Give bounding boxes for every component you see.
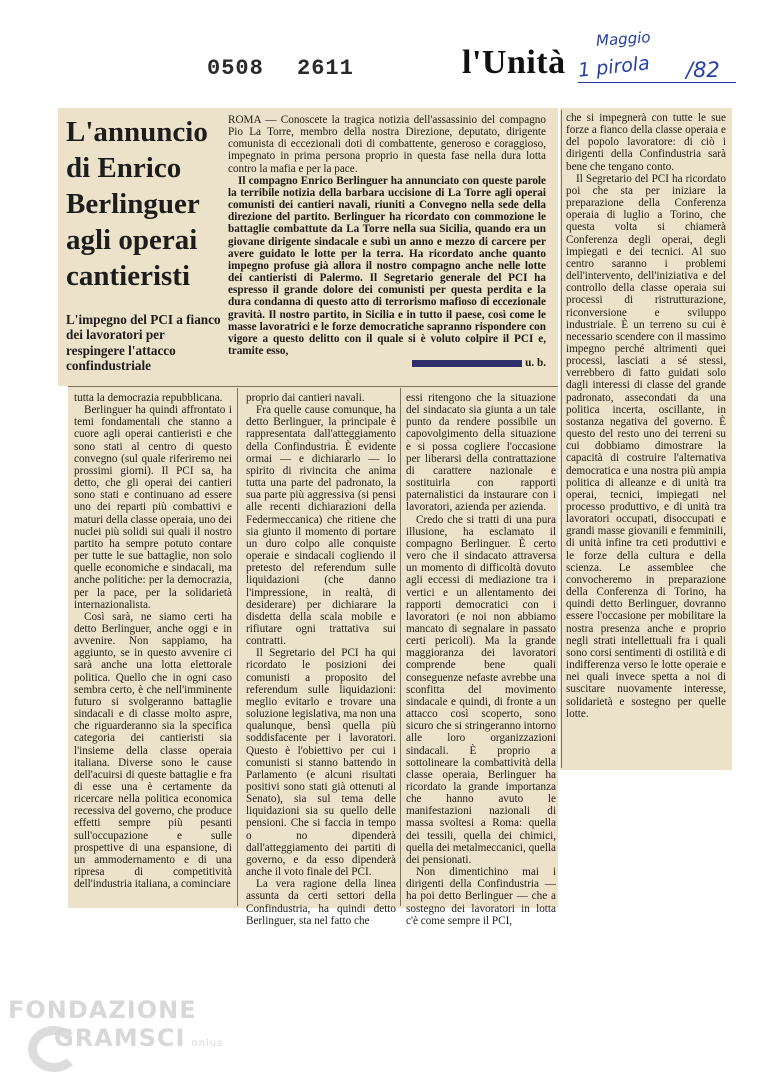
intro-paragraph: Il compagno Enrico Berlinguer ha annunciato con queste parole la terribile notizia della barbara uccisione di La Torre agli operai comunisti dei cantieri navali, riuniti a Convegno nella sede della direzione del partito. Berlinguer ha ricordato con commozione le battaglie combattute da La Torre nella sua Sicilia, quando era un giovane dirigente sindacale e subì un anno e mezzo di carcere per avere guidato le lotte per la terra. Ha ricordato anche quanto impegno profuse già allora il nostro compagno anche nelle lotte dei cantieristi di Palermo. Il Segretario generale del PCI ha espresso il grande dolore dei comunisti per questa perdita e la dura condanna di questo atto di terrorismo mafioso di eccezionale gravità. Il nostro partito, in Sicilia e in tutto il paese, così come le masse lavoratrici e le forze democratiche sapranno rispondere con vigore a questo delitto con il quale si è voluto colpire il PCI e, tramite esso, (228, 174, 546, 357)
column-paragraph: La vera ragione della linea assunta da certi settori della Confindustria, ha quindi detto Berlinguer, sta nel fatto che (246, 878, 396, 927)
column-rule (237, 388, 238, 906)
column-paragraph: Il Segretario del PCI ha qui ricordato le posizioni dei comunisti a proposito del referendum sulle liquidazioni: meglio evitarlo e trovare una soluzione legislativa, ma non una qualunque, bensì quella più soddisfacente per i lavoratori. Questo è l'obiettivo per cui i comunisti si stanno battendo in Parlamento (e alcuni risultati positivi sono stati già ottenuti al Senato), sia sul tema delle liquidazioni sia su quello delle pensioni. Che si faccia in tempo o no dipenderà dall'atteggiamento dei partiti di governo, e da esso dipenderà anche il voto finale del PCI. (246, 647, 396, 879)
signature-line (228, 357, 546, 369)
column-rule (400, 388, 401, 906)
handwritten-year: /82 (686, 58, 720, 82)
author-signature: u. b. (525, 357, 546, 370)
handwritten-day: 1 pirola (577, 52, 651, 82)
archive-number-right: 2611 (297, 56, 354, 81)
article-column-3 (406, 392, 556, 927)
column-paragraph: proprio dai cantieri navali. (246, 392, 365, 404)
column-paragraph: che si impegnerà con tutte le sue forze a fianco della classe operaia e del popolo lavoratore: di ciò i dirigenti della Confindustria sarà bene che tengano conto. (566, 112, 726, 173)
column-rule (561, 110, 562, 768)
column-paragraph: Non dimentichino mai i dirigenti della Confindustria — ha poi detto Berlinguer — che a sostegno dei lavoratori in lotta c'è come sempre il PCI, (406, 866, 556, 927)
handwritten-month: Maggio (595, 28, 652, 50)
column-paragraph: tutta la democrazia repubblicana. (74, 392, 223, 404)
article-intro (228, 114, 546, 386)
watermark-line: FONDAZIONE (8, 996, 197, 1024)
column-paragraph: Berlinguer ha quindi affrontato i temi fondamentali che stanno a cuore agli operai cantieristi e che sono stati al centro di questo convegno (sul quale riferiremo nei prossimi giorni). Il PCI sa, ha detto, che gli operai dei cantieri sono stati e continuano ad essere uno dei reparti più combattivi e maturi della classe operaia, uno dei nuclei più solidi sui quali il nostro partito ha sempre potuto contare per tutte le sue battaglie, non solo quelle economiche e sindacali, ma anche politiche: per la democrazia, per la pace, per la solidarietà internazionalista. (74, 404, 232, 611)
column-paragraph: Il Segretario del PCI ha ricordato poi che sta per iniziare la preparazione della Conferenza operaia di luglio a Torino, che questa volta si chiamerà Conferenza degli operai, degli impiegati e dei tecnici. Al suo centro saranno i problemi dell'intervento, dell'iniziativa e del controllo della classe operaia sui processi di ristrutturazione, riconversione e sviluppo industriale. È un terreno su cui è necessario scendere con il massimo impegno perché altrimenti quei processi, lasciati a sé stessi, verrebbero di fatto guidati solo dagli interessi di classe del grande padronato, assecondati da una politica incerta, oscillante, in sostanza negativa del governo. È questo del resto uno dei terreni su cui dobbiamo dimostrare la capacità di costruire l'alternativa democratica e una nostra più ampia politica di alleanze e di unità tra operai, tecnici, impiegati nel processo produttivo, e di unità tra lavoratori occupati, disoccupati e grandi masse giovanili e femminili, di unità infine tra ceti produttivi e le forze della cultura e della scienza. Le assemblee che convocheremo in preparazione della Conferenza di Torino, ha quindi detto Berlinguer, dovranno essere l'occasione per mobilitare la nostra presenza anche e proprio negli strati intellettuali fra i quali sono corsi sentimenti di ostilità e di indifferenza verso le lotte operaie e nei quali invece spetta a noi di suscitare nuovamente interesse, solidarietà e sostegno per quelle lotte. (566, 172, 726, 720)
watermark-onlus: onlus (191, 1038, 224, 1049)
watermark-line: GRAMSCI (54, 1024, 186, 1052)
article-column-right (566, 112, 726, 764)
watermark (8, 996, 223, 1058)
column-paragraph: Così sarà, ne siamo certi ha detto Berlinguer, anche oggi e in avvenire. Non sappiamo, ha aggiunto, se in questo avvenire ci sarà anche una lotta elettorale politica. Quello che in ogni caso sembra certo, è che nell'imminente futuro si svolgeranno battaglie sindacali e di classe molto aspre, che riguarderanno sia la specifica categoria dei cantieristi sia l'insieme della classe operaia italiana. Diverse sono le cause dell'acuirsi di queste battaglie e fra di esse una è certamente da ricercare nella politica economica recessiva del governo, che produce effetti sempre più pesanti sull'occupazione e sulle prospettive di una espansione, di un ammodernamento e di una ripresa di competitività dell'industria italiana, a cominciare (74, 610, 232, 891)
section-rule (68, 386, 558, 387)
intro-paragraph: ROMA — Conoscete la tragica notizia dell'assassinio del compagno Pio La Torre, membro della nostra Direzione, deputato, dirigente comunista di eccezionali doti di combattente, generoso e coraggioso, impegnato in prima persona proprio in questa fase nella dura lotta contro la mafia e per la pace. (228, 114, 546, 175)
newspaper-masthead: l'Unità (462, 44, 566, 81)
article-column-2 (246, 392, 396, 927)
headline: L'annuncio di Enrico Berlinguer agli operai cantieristi (66, 116, 208, 292)
article-column-1 (74, 392, 232, 906)
archive-number-left: 0508 (207, 56, 264, 81)
column-paragraph: Fra quelle cause comunque, ha detto Berlinguer, la principale è rappresentata dall'atteggiamento della Confindustria. È evidente ormai — e dichiararlo — lo spirito di rivincita che anima tutta una parte del padronato, la sua parte più aggressiva (si pensi alle recenti dichiarazioni della Federmeccanica) che ritiene che sia giunto il momento di portare un duro colpo alle conquiste operaie e sindacali cogliendo il pretesto del referendum sulle liquidazioni (che danno l'impressione, in realtà, di desiderare) per dichiarare la disdetta della scala mobile e rifiutare ogni trattativa sui contratti. (246, 404, 396, 648)
column-paragraph: essi ritengono che la situazione del sindacato sia giunta a un tale punto da rendere possibile un capovolgimento della situazione e si possa cogliere l'occasione per liberarsi della contrattazione di carattere nazionale e sostituirla con rapporti paternalistici da instaurare con i lavoratori, azienda per azienda. (406, 392, 556, 514)
redaction-mark (412, 360, 522, 367)
column-paragraph: Credo che si tratti di una pura illusione, ha esclamato il compagno Berlinguer. È certo vero che il sindacato attraversa un momento di difficoltà dovuto agli eccessi di mediazione tra i vertici e un allentamento dei rapporti democratici con i lavoratori (e noi non abbiamo mancato di segnalare in passato certi pericoli). Ma la grande maggioranza dei lavoratori comprende bene quali conseguenze nefaste avrebbe una sconfitta del movimento sindacale e quindi, di fronte a un attacco così scoperto, sono sicuro che si stringeranno intorno alle loro organizzazioni sindacali. È proprio a sottolineare la combattività della classe operaia, Berlinguer ha ricordato la grande importanza che hanno avuto le manifestazioni nazionali di massa svoltesi a Roma: quella dei tessili, quella dei chimici, quella dei metalmeccanici, quella dei pensionati. (406, 513, 556, 866)
subheadline: L'impegno del PCI a fianco dei lavoratori per respingere l'attacco confindustriale (66, 312, 221, 374)
handwritten-underline (578, 82, 736, 83)
